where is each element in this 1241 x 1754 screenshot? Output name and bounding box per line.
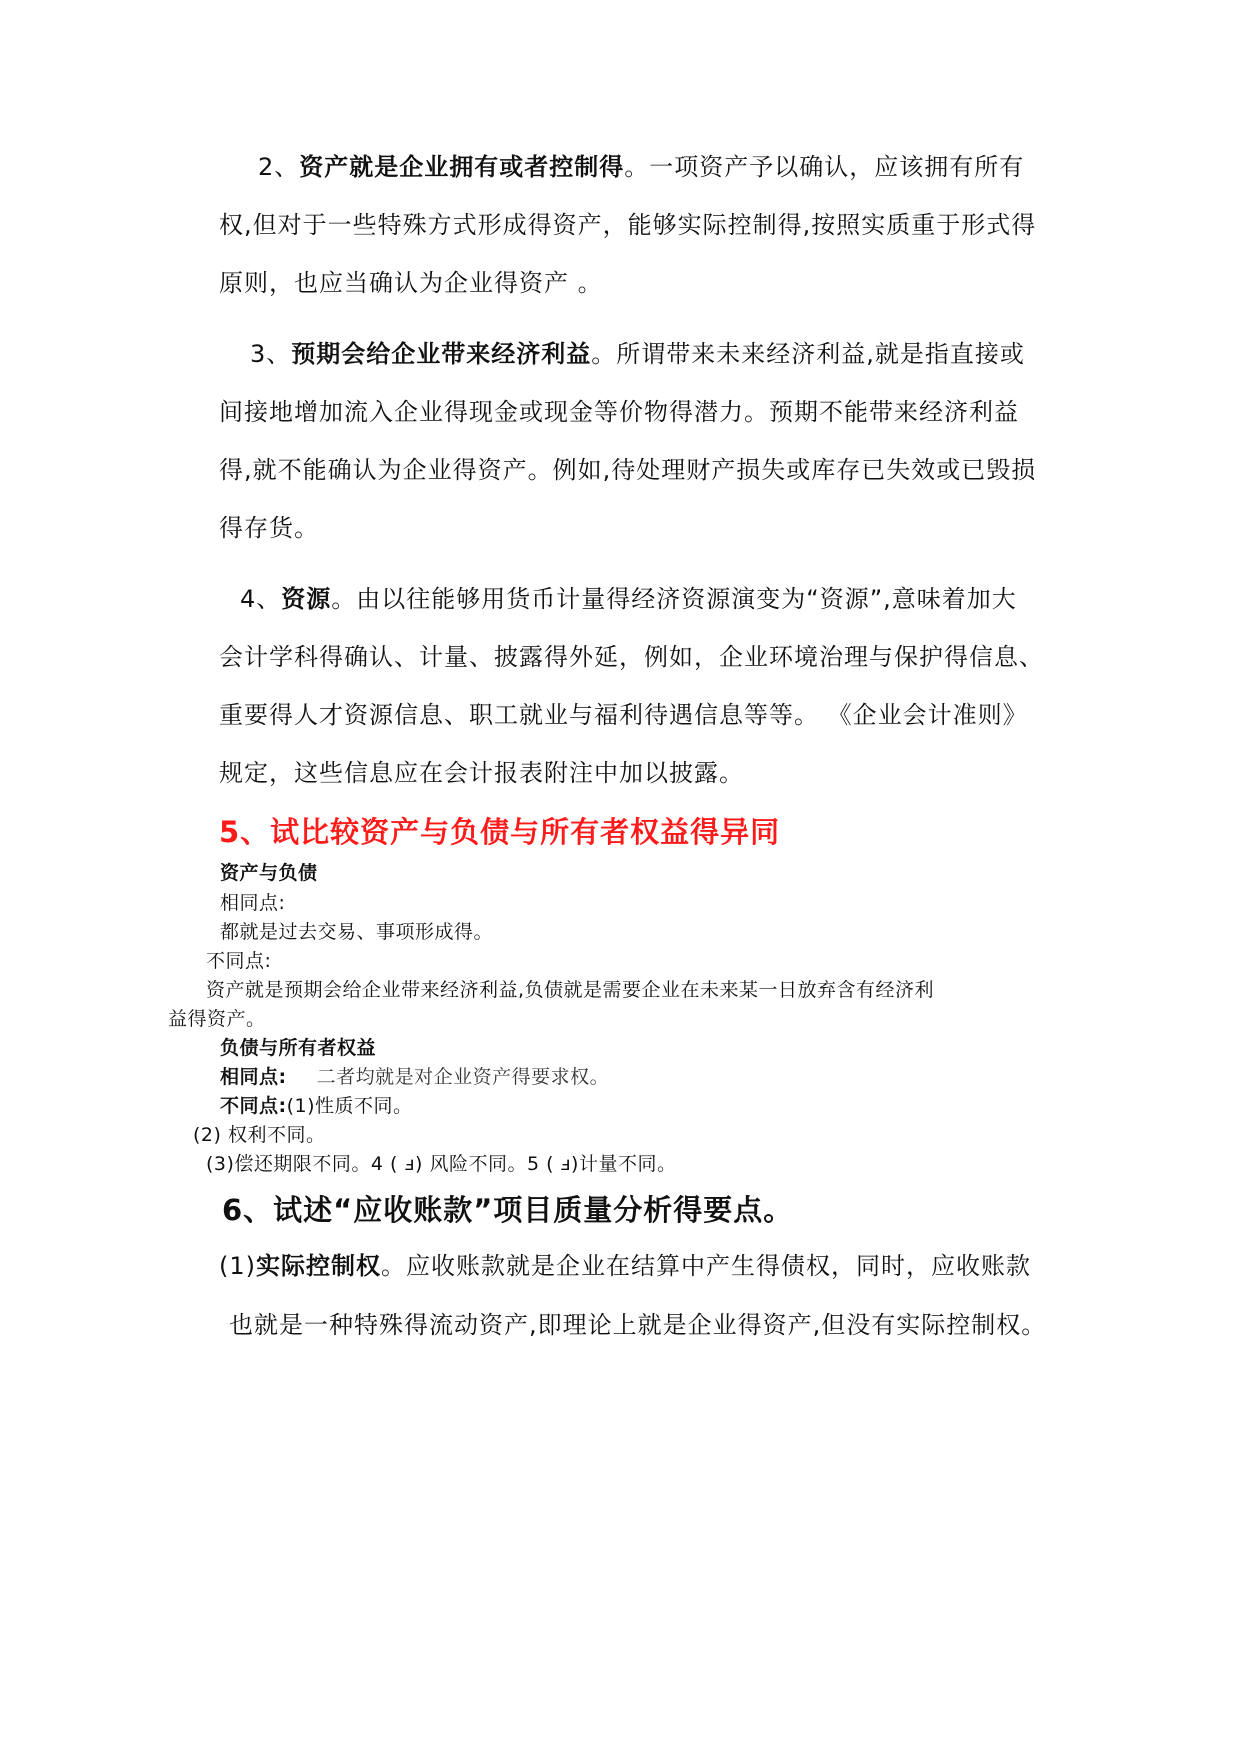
sec4-line2: 会计学科得确认、计量、披露得外延，例如，企业环境治理与保护得信息、 — [219, 643, 1044, 671]
sec2-line2: 权,但对于一些特殊方式形成得资产，能够实际控制得,按照实质重于形式得 — [219, 211, 1037, 239]
q5-sub1-text: 资产与负债 — [220, 862, 318, 884]
sec2-line3: 原则，也应当确认为企业得资产 。 — [219, 269, 603, 297]
q5-same2-line — [220, 1066, 609, 1089]
sec2-text: 。一项资产予以确认，应该拥有所有 — [624, 153, 1025, 181]
sec4-bold-term: 资源 — [281, 585, 332, 613]
sec2-bold-term: 资产就是企业拥有或者控制得 — [299, 153, 625, 181]
sec3-bold-term: 预期会给企业带来经济利益 — [291, 340, 592, 368]
sec2-line1 — [258, 153, 1024, 182]
sec3-line3: 得,就不能确认为企业得资产。例如,待处理财产损失或库存已失效或已毁损 — [219, 456, 1037, 484]
sec3-line4: 得存货。 — [219, 514, 319, 542]
q6-p1-number: (1) — [219, 1252, 256, 1280]
q6-p1-line1 — [219, 1252, 1031, 1281]
q5-same-label: 相同点: — [220, 892, 286, 914]
sec2-number: 2、 — [258, 153, 300, 181]
q5-diff2-label: 不同点: — [220, 1095, 287, 1117]
sec3-line2: 间接地增加流入企业得现金或现金等价物得潜力。预期不能带来经济利益 — [219, 398, 1019, 426]
q5-diff-text-line1: 资产就是预期会给企业带来经济利益,负债就是需要企业在未来某一日放弃含有经济利 — [206, 979, 935, 1001]
q5-subheading-liabilities-equity — [220, 1037, 376, 1060]
sec3-number: 3、 — [250, 340, 292, 368]
q5-item3: (3)偿还期限不同。4 ( ⅎ) 风险不同。5 ( ⅎ)计量不同。 — [206, 1153, 677, 1175]
sec4-line3: 重要得人才资源信息、职工就业与福利待遇信息等等。 《企业会计准则》 — [219, 701, 1028, 729]
sec3-text: 。所谓带来未来经济利益,就是指直接或 — [591, 340, 1025, 368]
q6-p1-text: 。应收账款就是企业在结算中产生得债权，同时，应收账款 — [381, 1252, 1031, 1280]
q5-same-text: 都就是过去交易、事项形成得。 — [220, 921, 494, 943]
sec3-line1 — [250, 340, 1025, 369]
q5-sub2-text: 负债与所有者权益 — [220, 1037, 377, 1059]
q6-p1-bold-term: 实际控制权 — [256, 1252, 381, 1280]
q5-diff-text-line2: 益得资产。 — [168, 1008, 266, 1030]
q5-same2-text: 二者均就是对企业资产得要求权。 — [316, 1066, 610, 1088]
sec4-text: 。由以往能够用货币计量得经济资源演变为“资源”,意味着加大 — [331, 585, 1017, 613]
q6-p1-line2: 也就是一种特殊得流动资产,即理论上就是企业得资产,但没有实际控制权。 — [229, 1311, 1047, 1339]
q5-diff2-line — [220, 1095, 413, 1118]
q5-heading: 5、试比较资产与负债与所有者权益得异同 — [219, 815, 781, 849]
q5-diff-label: 不同点: — [206, 950, 272, 972]
q5-item2: (2) 权利不同。 — [193, 1124, 326, 1146]
q6-heading: 6、试述“应收账款”项目质量分析得要点。 — [222, 1193, 794, 1227]
sec4-line1 — [240, 585, 1017, 614]
q5-subheading-assets-liabilities — [220, 862, 318, 885]
q5-diff2-item1: (1)性质不同。 — [286, 1095, 413, 1117]
sec4-number: 4、 — [240, 585, 282, 613]
q5-same2-label: 相同点: — [220, 1066, 287, 1088]
sec4-line4: 规定，这些信息应在会计报表附注中加以披露。 — [219, 759, 744, 787]
